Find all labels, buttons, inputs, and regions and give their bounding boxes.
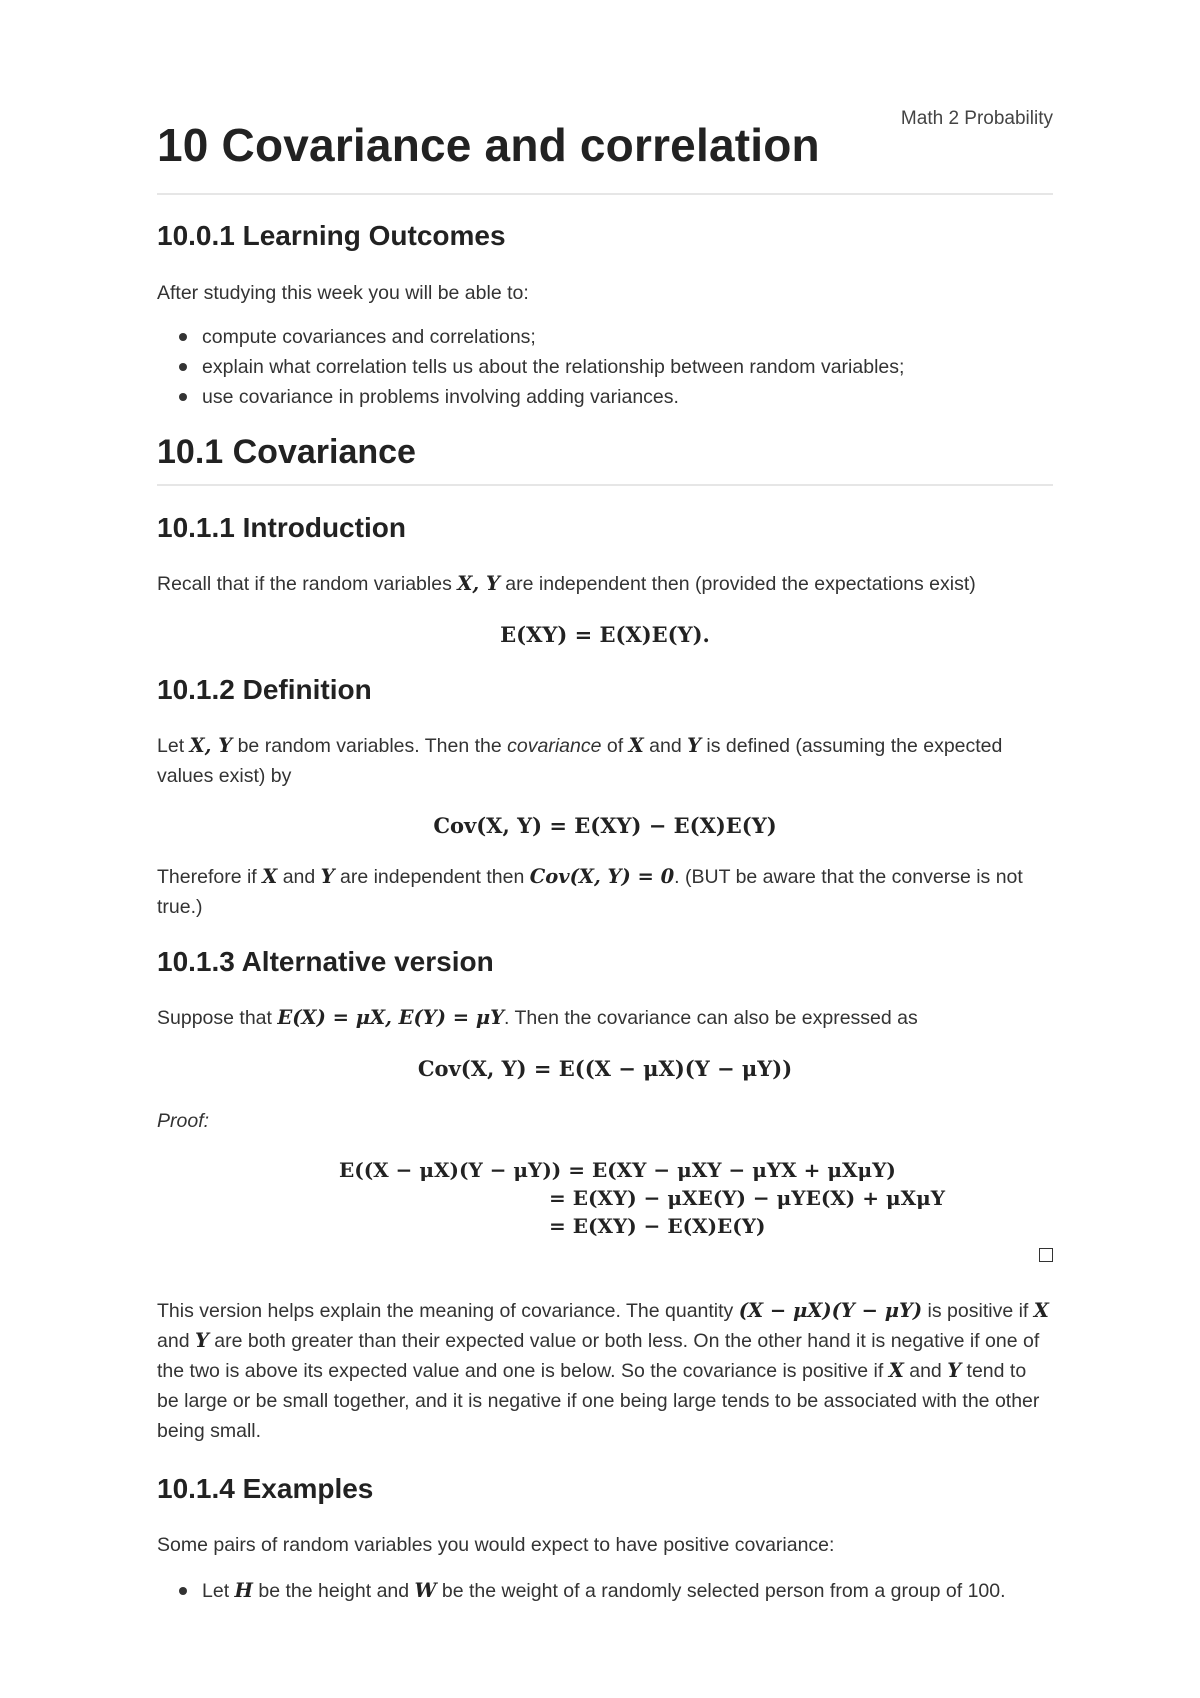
proof-line: = E(XY) − μXE(Y) − μYE(X) + μXμY — [549, 1186, 946, 1210]
page-title: 10 Covariance and correlation — [157, 119, 820, 171]
covariance-explanation: This version helps explain the meaning of covariance. The quantity (X − μX)(Y − μY) is positive if X and Y are both greater than their expected value or both less. On the other hand it is negative if one of the two is above its expected value and one is below. So the covariance is positive if X and Y tend to be large or be small together, and it is negative if one being large tends to be associated with the other being small. — [157, 1299, 1049, 1442]
learning-outcomes-heading: 10.0.1 Learning Outcomes — [157, 220, 506, 251]
introduction-heading: 10.1.1 Introduction — [157, 512, 406, 543]
proof-line: = E(XY) − E(X)E(Y) — [549, 1214, 766, 1238]
alternative-covariance-equation: Cov(X, Y) = E((X − μX)(Y − μY)) — [417, 1056, 793, 1081]
course-label: Math 2 Probability — [900, 108, 1053, 129]
list-item: explain what correlation tells us about the relationship between random variables; — [157, 352, 1053, 382]
proof-derivation — [157, 1158, 1053, 1258]
qed-square-icon — [1039, 1248, 1053, 1262]
learning-outcomes-list — [157, 322, 1053, 412]
proof-line: E((X − μX)(Y − μY)) = E(XY − μXY − μYX + μXμY) — [339, 1158, 896, 1182]
list-item: Let H be the height and W be the weight of a randomly selected person from a group of 100. — [157, 1576, 1053, 1606]
learning-intro: After studying this week you will be able to: — [157, 282, 529, 304]
independence-note: Therefore if X and Y are independent then Cov(X, Y) = 0. (BUT be aware that the converse is not true.) — [157, 865, 1023, 918]
proof-label: Proof: — [157, 1110, 210, 1132]
definition-text: Let X, Y be random variables. Then the covariance of X and Y is defined (assuming the expected values exist) by — [157, 734, 1003, 787]
covariance-section-heading: 10.1 Covariance — [157, 433, 416, 471]
introduction-text: Recall that if the random variables X, Y are independent then (provided the expectations exist) — [157, 572, 976, 595]
examples-intro: Some pairs of random variables you would expect to have positive covariance: — [157, 1534, 835, 1556]
alternative-version-heading: 10.1.3 Alternative version — [157, 946, 494, 977]
definition-heading: 10.1.2 Definition — [157, 674, 372, 705]
examples-heading: 10.1.4 Examples — [157, 1473, 374, 1504]
independence-equation: E(XY) = E(X)E(Y). — [500, 622, 710, 647]
list-item: use covariance in problems involving adding variances. — [157, 382, 1053, 412]
examples-list — [157, 1576, 1053, 1606]
covariance-definition-equation: Cov(X, Y) = E(XY) − E(X)E(Y) — [433, 813, 777, 838]
alternative-intro: Suppose that E(X) = μX, E(Y) = μY. Then the covariance can also be expressed as — [157, 1006, 918, 1029]
section-divider — [157, 484, 1053, 486]
list-item: compute covariances and correlations; — [157, 322, 1053, 352]
title-divider — [157, 193, 1053, 195]
